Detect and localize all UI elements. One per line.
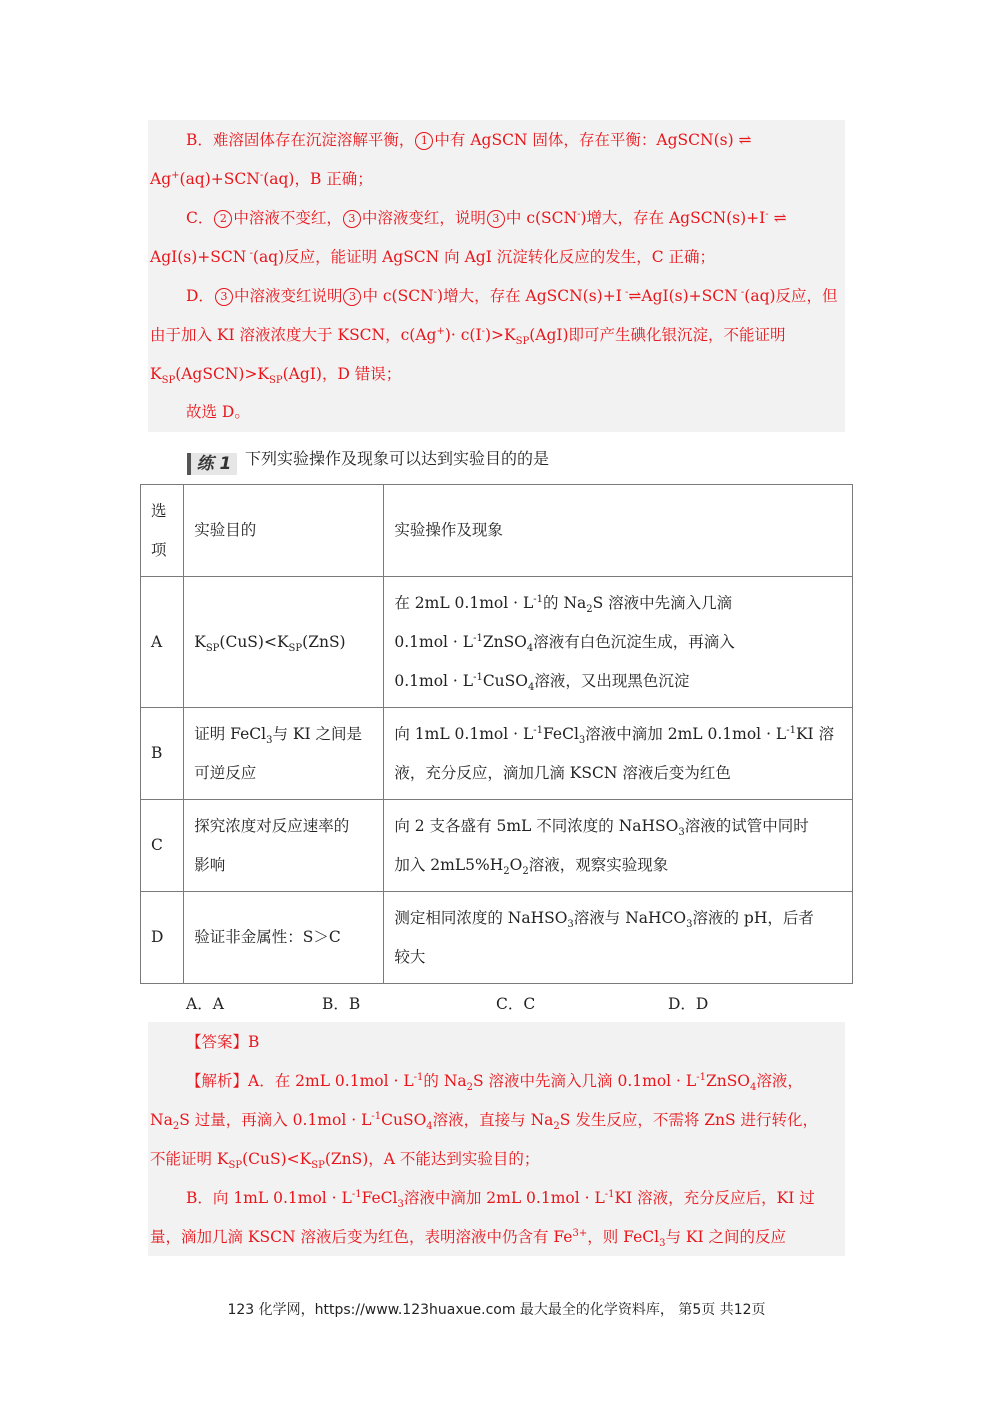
analysis-box-top [148, 120, 845, 432]
analysis-d-line1: D． 3 中溶液变红说明 3 中 c(SCN-)增大，存在 AgSCN(s)+I -⇌AgI(s)+SCN -(aq)反应，但 [186, 286, 838, 305]
table-row [141, 708, 853, 800]
practice-badge: 练 1 [187, 453, 237, 475]
options-table [140, 484, 853, 984]
answer-choices [0, 993, 993, 1015]
row-c-operation: 向 2 支各盛有 5mL 不同浓度的 NaHSO$_3$溶液的试管中同时 加入 $2mL5\%H_2O_2$溶液，观察实验现象 [384, 800, 853, 892]
choice-b[interactable]: B．B [322, 995, 361, 1013]
analysis-conclusion: 故选 D。 [186, 403, 250, 421]
header-purpose: 实验目的 [184, 485, 384, 577]
row-d-option: D [141, 892, 184, 984]
row-c-purpose: 探究浓度对反应速率的 影响 [184, 800, 384, 892]
table-row [141, 892, 853, 984]
choice-c[interactable]: C．C [496, 995, 536, 1013]
choice-d[interactable]: D．D [668, 995, 709, 1013]
circled-number-2: 2 [214, 210, 232, 228]
row-a-option: A [141, 577, 184, 708]
circled-number-3: 3 [487, 210, 505, 228]
answer-line: 【答案】B [186, 1033, 260, 1051]
table-row [141, 577, 853, 708]
practice-question-text: 下列实验操作及现象可以达到实验目的的是 [245, 449, 550, 468]
circled-number-3: 3 [215, 288, 233, 306]
header-option: 选 项 [141, 485, 184, 577]
analysis-c-line2: AgI(s)+SCN -(aq)反应，能证明 AgSCN 向 AgI 沉淀转化反应的发生，C 正确； [150, 247, 716, 266]
header-operation: 实验操作及现象 [384, 485, 853, 577]
row-c-option: C [141, 800, 184, 892]
row-d-operation: 测定相同浓度的 NaHSO$_3$溶液与 NaHCO$_3$溶液的 pH，后者 较大 [384, 892, 853, 984]
row-a-operation: 在 2mL $0.1mol \cdot L^{-1}$的 $Na_2S$ 溶液中先滴入几滴 $0.1mol \cdot L^{-1}ZnSO_4$溶液有白色沉淀生成，再滴入 $0.1mol \cdot L^{-1}CuSO_4$溶液，又出现黑色沉淀 [384, 577, 853, 708]
analysis-a-line1: 【解析】A．在 2mL $0.1mol \cdot L^{-1}$的 $Na_2S$ 溶液中先滴入几滴 $0.1mol \cdot L^{-1}ZnSO_4$溶液， [186, 1071, 803, 1094]
analysis-d-line3: $K_{SP}(AgSCN)>K_{SP}(AgI)$，D 错误； [150, 365, 402, 387]
analysis-d-line2: 由于加入 KI 溶液浓度大于 KSCN，$c(Ag^+)\cdot c(I^-)>K_{SP}(AgI)$即可产生碘化银沉淀，不能证明 [150, 325, 786, 348]
row-b-purpose: 证明 FeCl$_3$与 KI 之间是 可逆反应 [184, 708, 384, 800]
circled-number-3: 3 [343, 288, 361, 306]
table-row [141, 800, 853, 892]
analysis-a-line3: 不能证明 $K_{SP}(CuS)<K_{SP}(ZnS)$，A 不能达到实验目的； [150, 1150, 540, 1172]
practice-question [187, 446, 549, 472]
circled-number-1: 1 [415, 132, 433, 150]
row-d-purpose: 验证非金属性：S＞C [184, 892, 384, 984]
analysis-c-line1: C． 2 中溶液不变红， 3 中溶液变红，说明 3 中 c(SCN-)增大，存在 AgSCN(s)+I- ⇌ [186, 208, 787, 227]
table-header-row [141, 485, 853, 577]
analysis-b-line1: B．难溶固体存在沉淀溶解平衡， 1 中有 AgSCN 固体，存在平衡：AgSCN(s) ⇌ [186, 131, 752, 149]
analysis-b-line2: Ag+(aq)+SCN-(aq)，B 正确； [150, 169, 373, 188]
analysis-a-line2: $Na_2S$ 过量，再滴入 $0.1mol \cdot L^{-1}CuSO_4$溶液，直接与 $Na_2S$ 发生反应，不需将 ZnS 进行转化， [150, 1110, 819, 1133]
row-a-purpose: $K_{SP}(CuS)<K_{SP}(ZnS)$ [184, 577, 384, 708]
answer-box [148, 1022, 845, 1256]
choice-a[interactable]: A．A [186, 995, 224, 1013]
row-b-operation: 向 1mL $0.1mol \cdot L^{-1}FeCl_3$溶液中滴加 2mL $0.1mol \cdot L^{-1}KI$ 溶 液，充分反应，滴加几滴 KSCN 溶液后变为红色 [384, 708, 853, 800]
page-footer: 123 化学网，https://www.123huaxue.com 最大最全的化学资料库， 第5页 共12页 [227, 1302, 766, 1318]
analysis-b-line2: 量，滴加几滴 KSCN 溶液后变为红色，表明溶液中仍含有 $Fe^{3+}$，则 FeCl$_3$与 KI 之间的反应 [150, 1227, 786, 1250]
circled-number-3: 3 [343, 210, 361, 228]
row-b-option: B [141, 708, 184, 800]
analysis-b-line1: B．向 1mL $0.1mol \cdot L^{-1}FeCl_3$溶液中滴加 2mL $0.1mol \cdot L^{-1}KI$ 溶液，充分反应后，KI 过 [186, 1188, 815, 1211]
